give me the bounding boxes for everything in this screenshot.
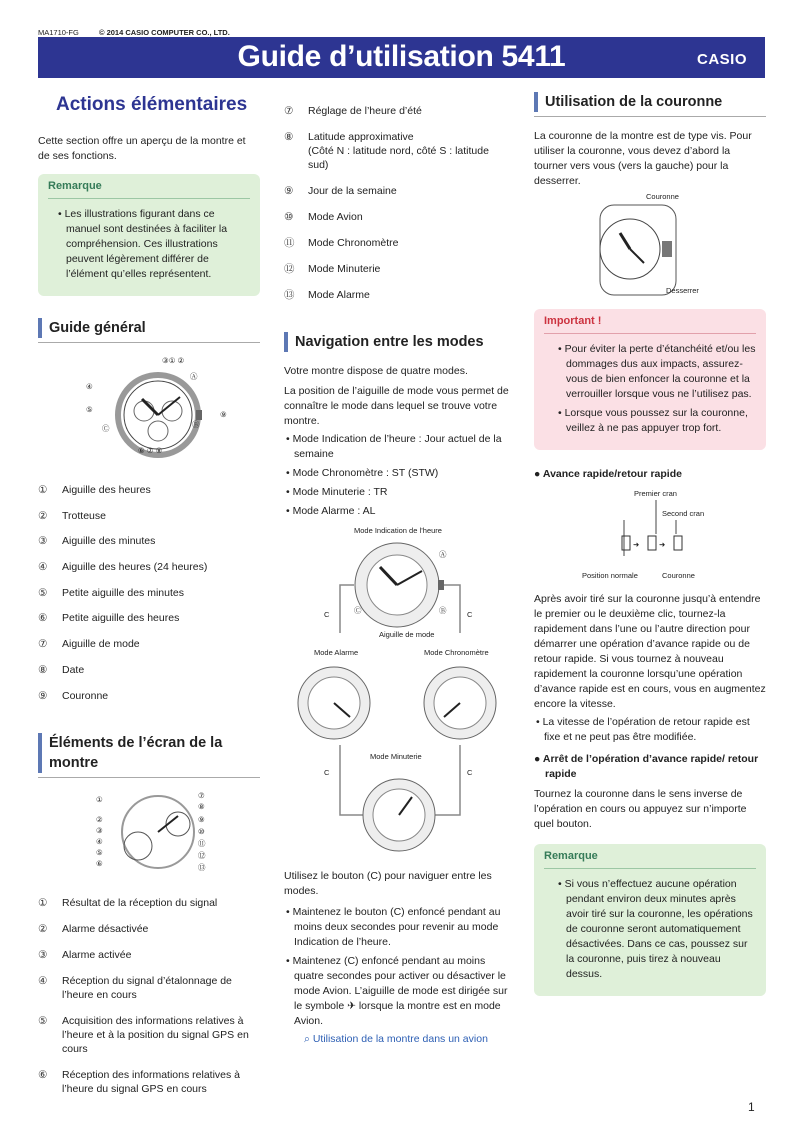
mode-navigation-diagram [284, 523, 510, 863]
list-item: • Mode Indication de l’heure : Jour actuel de la semaine [286, 433, 502, 460]
guide-label-9: ⑨ [220, 410, 227, 419]
section-title-guide: Guide général [38, 318, 260, 338]
label-mode-time: Mode Indication de l’heure [354, 526, 442, 535]
guide-label-b: Ⓑ [192, 420, 200, 429]
note-title-crown: Remarque [544, 850, 756, 869]
intro-text: Cette section offre un aperçu de la montre et de ses fonctions. [38, 135, 246, 162]
list-item: ② Trotteuse [38, 509, 106, 522]
screen-label-3: ③ [96, 825, 103, 835]
crown-position-diagram [534, 480, 766, 580]
list-item: • Lorsque vous poussez sur la couronne, veillez à ne pas appuyer trop fort. [558, 407, 748, 434]
screen-label-4: ④ [96, 836, 103, 846]
casio-logo: CASIO [696, 51, 747, 68]
watch-screen-illustration [38, 784, 260, 884]
nav-paragraph-2: La position de l’aiguille de mode vous permet de connaître le mode dans lequel se trouve votre montre. [284, 385, 509, 427]
mode-diagram-svg [284, 523, 510, 863]
important-title: Important ! [544, 315, 756, 334]
section-title-basic: Actions élémentaires [56, 94, 248, 115]
divider [38, 777, 260, 778]
fast-forward-heading: ● Avance rapide/retour rapide [534, 468, 682, 480]
list-item: ⑨ Couronne [38, 689, 109, 702]
note-title: Remarque [48, 180, 250, 199]
crown-intro: La couronne de la montre est de type vis. Pour utiliser la couronne, vous devez d’abord la tourner vers vous (vers la gauche) pour la desserrer. [534, 130, 752, 187]
column-3 [534, 84, 766, 996]
title-banner [38, 37, 765, 78]
list-item: ⑬ Mode Alarme [284, 289, 370, 301]
page-number: 1 [748, 1100, 755, 1114]
fast-forward-bullet: • La vitesse de l’opération de retour rapide est fixe et ne peut pas être modifiée. [536, 716, 750, 743]
label-c-right-2: C [467, 768, 473, 777]
screen-label-10: ⑩ [198, 826, 205, 836]
note-box [38, 174, 260, 296]
label-mode-chrono: Mode Chronomètre [424, 648, 489, 657]
screen-label-13: ⑬ [198, 862, 206, 872]
label-normal-position: Position normale [582, 571, 638, 580]
guide-label-a: Ⓐ [190, 372, 198, 381]
label-mode-hand: Aiguille de mode [379, 630, 435, 639]
label-button-b: Ⓑ [439, 606, 447, 615]
guide-list [38, 483, 260, 703]
list-item: ⑦ Aiguille de mode [38, 638, 140, 651]
crown-position-svg [534, 480, 766, 580]
screen-label-5: ⑤ [96, 847, 103, 857]
list-item: ① Aiguille des heures [38, 484, 151, 496]
list-item: ⑪ Mode Chronomètre [284, 237, 399, 249]
screen-list [38, 896, 260, 1096]
list-item: • Mode Alarme : AL [286, 505, 376, 517]
list-item: ④ Réception du signal d’étalonnage de l’heure en cours [38, 974, 232, 1001]
important-box [534, 309, 766, 450]
list-item: ⑩ Mode Avion [284, 211, 363, 223]
guide-label-5: ⑤ [86, 405, 93, 414]
screen-label-7: ⑦ [198, 790, 205, 800]
list-item: ③ Alarme activée [38, 948, 132, 961]
crown-header [534, 92, 766, 117]
svg-text:➜: ➜ [659, 540, 666, 549]
crown-diagram [534, 189, 766, 297]
stop-text: Tournez la couronne dans le sens inverse de l’opération en cours ou appuyez sur n’importe quel bouton. [534, 788, 747, 830]
section-title-crown: Utilisation de la couronne [534, 92, 766, 112]
guide-label-4: ④ [86, 382, 93, 391]
label-crown: Couronne [646, 192, 679, 201]
search-icon: ⌕ [304, 1033, 310, 1045]
copyright: © 2014 CASIO COMPUTER CO., LTD. [98, 28, 230, 37]
guide-label-top: ③① ② [162, 356, 185, 365]
stop-heading: ● Arrêt de l’opération d’avance rapide/ retour rapide [534, 753, 759, 780]
label-mode-alarm: Mode Alarme [314, 648, 359, 657]
guide-label-bottom: ⑥ ⑦ ⑧ [138, 446, 163, 455]
note-bullet: • Les illustrations figurant dans ce manuel sont destinées à faciliter la compréhension. Ces illustrations peuvent légèrement différer de l’élément qu’elles représentent. [58, 208, 228, 280]
screen-label-6: ⑥ [96, 858, 103, 868]
list-item: ⑫ Mode Minuterie [284, 263, 381, 275]
list-item: • Pour éviter la perte d’étanchéité et/ou les dommages dus aux impacts, assurez-vous de bien enfoncer la couronne et la verrouiller lorsque vous ne l’utilisez pas. [558, 343, 756, 400]
list-item: • Mode Chronomètre : ST (STW) [286, 467, 439, 479]
screen-list-continued [284, 104, 510, 302]
list-item: ⑦ Réglage de l’heure d’été [284, 105, 422, 117]
screen-label-8: ⑧ [198, 801, 205, 811]
label-crown-2: Couronne [662, 571, 695, 580]
guide-header [38, 318, 260, 343]
note-text: Les illustrations figurant dans ce manuel sont destinées à faciliter la compréhension. Ces illustrations peuvent légèrement différer de l’élément qu’elles représentent. [64, 208, 228, 280]
watch-diagram-general [38, 349, 260, 479]
nav-bullets [284, 905, 510, 1029]
list-item: • Maintenez le bouton (C) enfoncé pendant au moins deux secondes pour revenir au mode Indication de l’heure. [286, 906, 501, 948]
page-title: Guide d’utilisation 5411 [237, 40, 566, 73]
watch-illustration [38, 349, 260, 479]
airplane-link[interactable]: ⌕ Utilisation de la montre dans un avion [304, 1033, 488, 1045]
label-loosen: Desserrer [666, 286, 699, 295]
mode-list [284, 432, 510, 519]
divider [38, 342, 260, 343]
svg-text:➜: ➜ [633, 540, 640, 549]
label-button-a: Ⓐ [439, 550, 447, 559]
note-box-crown [534, 844, 766, 996]
list-item: ③ Aiguille des minutes [38, 535, 156, 548]
column-1 [38, 84, 260, 1096]
screen-label-12: ⑫ [198, 850, 206, 860]
screen-label-9: ⑨ [198, 814, 205, 824]
list-item: ① Résultat de la réception du signal [38, 896, 218, 909]
list-item: • Maintenez (C) enfoncé pendant au moins quatre secondes pour activer ou désactiver le mode Avion. L’aiguille de mode est dirigée sur le symbole ✈ lorsque la montre est en mode Avion. [286, 955, 508, 1027]
column-2 [284, 84, 510, 1046]
label-c-left-2: C [324, 768, 330, 777]
screen-label-2: ② [96, 814, 103, 824]
section-title-navigation: Navigation entre les modes [284, 332, 510, 352]
label-button-c: Ⓒ [354, 606, 362, 615]
top-line [38, 28, 230, 37]
nav-header [284, 332, 510, 352]
watch-diagram-screen [38, 784, 260, 884]
list-item: ⑥ Petite aiguille des heures [38, 612, 180, 625]
screen-label-11: ⑪ [198, 838, 206, 848]
label-c-right: C [467, 610, 473, 619]
nav-paragraph-1: Votre montre dispose de quatre modes. [284, 365, 468, 377]
list-item: • Mode Minuterie : TR [286, 486, 388, 498]
guide-label-c: Ⓒ [102, 424, 110, 433]
label-c-left: C [324, 610, 330, 619]
list-item: ⑤ Petite aiguille des minutes [38, 586, 184, 599]
list-item: ⑧ Latitude approximative (Côté N : latitude nord, côté S : latitude sud) [284, 131, 489, 171]
list-item: ⑨ Jour de la semaine [284, 185, 397, 197]
screen-label-1: ① [96, 794, 103, 804]
fast-forward-text: Après avoir tiré sur la couronne jusqu’à entendre le premier ou le deuxième clic, tournez-la rapidement dans l’une ou l’autre direction pour démarrer une opération d’avance rapide ou de retour rapide. Si vous tournez à nouveau rapidement la couronne lorsqu’une opération d’avance rapide est en cours, vous en augmentez encore la vitesse. [534, 593, 766, 710]
label-first-click: Premier cran [634, 489, 677, 498]
list-item: • Si vous n’effectuez aucune opération pendant environ deux minutes après avoir tiré sur la couronne, les opérations de couronne seront automatiquement désactivées. Dans ce cas, poussez sur la couronne, puis tirez à nouveau dessus. [558, 878, 753, 980]
list-item: ④ Aiguille des heures (24 heures) [38, 561, 208, 574]
manual-code: MA1710-FG [38, 28, 79, 37]
crown-illustration [534, 189, 766, 297]
label-second-click: Second cran [662, 509, 705, 518]
list-item: ⑤ Acquisition des informations relatives à l’heure et à la position du signal GPS en cours [38, 1014, 249, 1055]
divider [534, 116, 766, 117]
label-mode-timer: Mode Minuterie [370, 752, 422, 761]
list-item: ⑥ Réception des informations relatives à l’heure du signal GPS en cours [38, 1068, 241, 1095]
use-button-text: Utilisez le bouton (C) pour naviguer entre les modes. [284, 870, 492, 897]
latitude-note: (Côté N : latitude nord, côté S : latitude sud) [308, 145, 489, 171]
screen-header [38, 733, 260, 778]
list-item: ⑧ Date [38, 663, 85, 676]
section-title-screen: Éléments de l’écran de la montre [38, 733, 260, 773]
list-item: ② Alarme désactivée [38, 922, 149, 935]
